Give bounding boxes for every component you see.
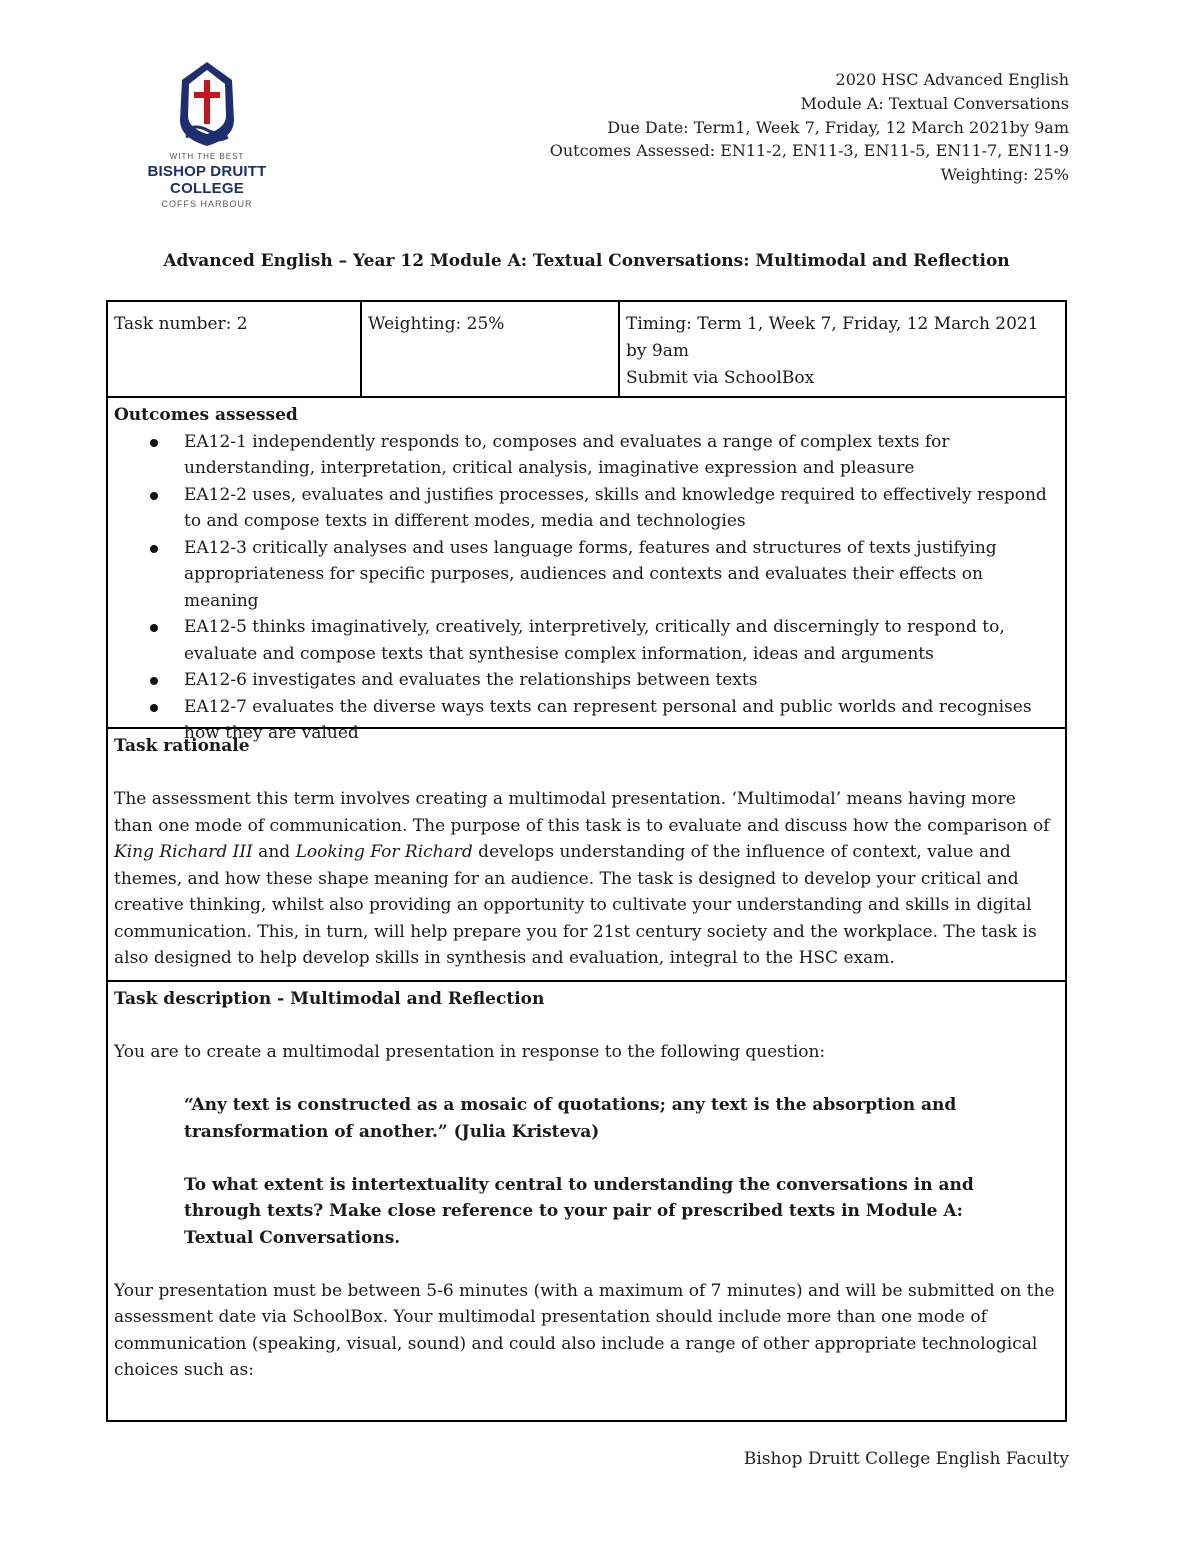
task-summary-row bbox=[108, 302, 1065, 398]
description-heading: Task description - Multimodal and Reflection bbox=[114, 989, 545, 1009]
outcomes-heading: Outcomes assessed bbox=[114, 405, 298, 425]
task-number-cell: Task number: 2 bbox=[108, 302, 362, 396]
bullet-icon bbox=[150, 677, 158, 685]
description-intro: You are to create a multimodal presentation in response to the following question: bbox=[114, 1042, 826, 1062]
outcomes-section bbox=[108, 398, 1065, 743]
header-course: 2020 HSC Advanced English bbox=[835, 70, 1069, 89]
header-weighting: Weighting: 25% bbox=[940, 165, 1069, 185]
list-item: EA12-1 independently responds to, composes and evaluates a range of complex texts for understanding, interpretation, critical analysis, imaginative expression and pleasure bbox=[114, 429, 1059, 482]
timing-line: by 9am bbox=[626, 341, 689, 361]
header-module: Module A: Textual Conversations bbox=[800, 93, 1069, 113]
crest-icon bbox=[172, 58, 242, 150]
timing-cell bbox=[620, 302, 1065, 396]
bullet-icon bbox=[150, 545, 158, 553]
logo-college-name: BISHOP DRUITT COLLEGE bbox=[147, 163, 267, 197]
outcomes-list bbox=[114, 429, 1059, 747]
list-item: EA12-2 uses, evaluates and justifies processes, skills and knowledge required to effectively respond to and compose texts in different modes, media and technologies bbox=[114, 482, 1059, 535]
description-body: Your presentation must be between 5-6 minutes (with a maximum of 7 minutes) and will be submitted on the assessment date via SchoolBox. Your multimodal presentation should include more than one mode of communication (speaking, visual, sound) and could also include a range of other appropriate technological choices such as: bbox=[114, 1280, 1055, 1380]
task-table bbox=[106, 300, 1067, 1422]
logo-place: COFFS HARBOUR bbox=[161, 199, 253, 209]
bullet-icon bbox=[150, 439, 158, 447]
list-item: EA12-7 evaluates the diverse ways texts can represent personal and public worlds and recognises how they are valued bbox=[114, 694, 1059, 747]
list-item: EA12-6 investigates and evaluates the relationships between texts bbox=[114, 667, 1059, 694]
description-section bbox=[108, 982, 1065, 1420]
header-info bbox=[550, 68, 1069, 187]
weighting-cell: Weighting: 25% bbox=[362, 302, 620, 396]
rationale-heading: Task rationale bbox=[114, 736, 250, 756]
kristeva-quote: “Any text is constructed as a mosaic of quotations; any text is the absorption and transformation of another.” (Julia Kristeva) bbox=[184, 1095, 957, 1142]
text-title: King Richard III bbox=[114, 842, 253, 862]
essay-question: To what extent is intertextuality central to understanding the conversations in and through texts? Make close reference to your pair of prescribed texts in Module A: Textual Conversations. bbox=[184, 1174, 974, 1248]
header-outcomes: Outcomes Assessed: EN11-2, EN11-3, EN11-5, EN11-7, EN11-9 bbox=[549, 141, 1069, 161]
submit-line: Submit via SchoolBox bbox=[626, 368, 815, 388]
list-item: EA12-3 critically analyses and uses language forms, features and structures of texts justifying appropriateness for specific purposes, audiences and contexts and evaluates their effects on meaning bbox=[114, 535, 1059, 615]
bullet-icon bbox=[150, 704, 158, 712]
rationale-paragraph: The assessment this term involves creating a multimodal presentation. ‘Multimodal’ means having more than one mode of communication. The purpose of this task is to evaluate and discuss how the comparison of King Richard III and Looking For Richard develops understanding of the influence of context, value and themes, and how these shape meaning for an audience. The task is designed to develop your critical and creative thinking, whilst also providing an opportunity to cultivate your understanding and skills in digital communication. This, in turn, will help prepare you for 21st century society and the workplace. The task is also designed to help develop skills in synthesis and evaluation, integral to the HSC exam. bbox=[114, 789, 1050, 968]
text-title: Looking For Richard bbox=[295, 842, 473, 862]
footer: Bishop Druitt College English Faculty bbox=[743, 1449, 1069, 1469]
rationale-section bbox=[108, 729, 1065, 982]
logo-motto: WITH THE BEST bbox=[169, 152, 245, 161]
bullet-icon bbox=[150, 624, 158, 632]
header-due-date: Due Date: Term1, Week 7, Friday, 12 March 2021by 9am bbox=[607, 117, 1069, 137]
college-logo bbox=[112, 58, 302, 208]
document-title: Advanced English – Year 12 Module A: Textual Conversations: Multimodal and Reflection bbox=[163, 251, 1010, 271]
list-item: EA12-5 thinks imaginatively, creatively, interpretively, critically and discerningly to respond to, evaluate and compose texts that synthesise complex information, ideas and arguments bbox=[114, 614, 1059, 667]
timing-line: Timing: Term 1, Week 7, Friday, 12 March 2021 bbox=[626, 314, 1039, 334]
bullet-icon bbox=[150, 492, 158, 500]
